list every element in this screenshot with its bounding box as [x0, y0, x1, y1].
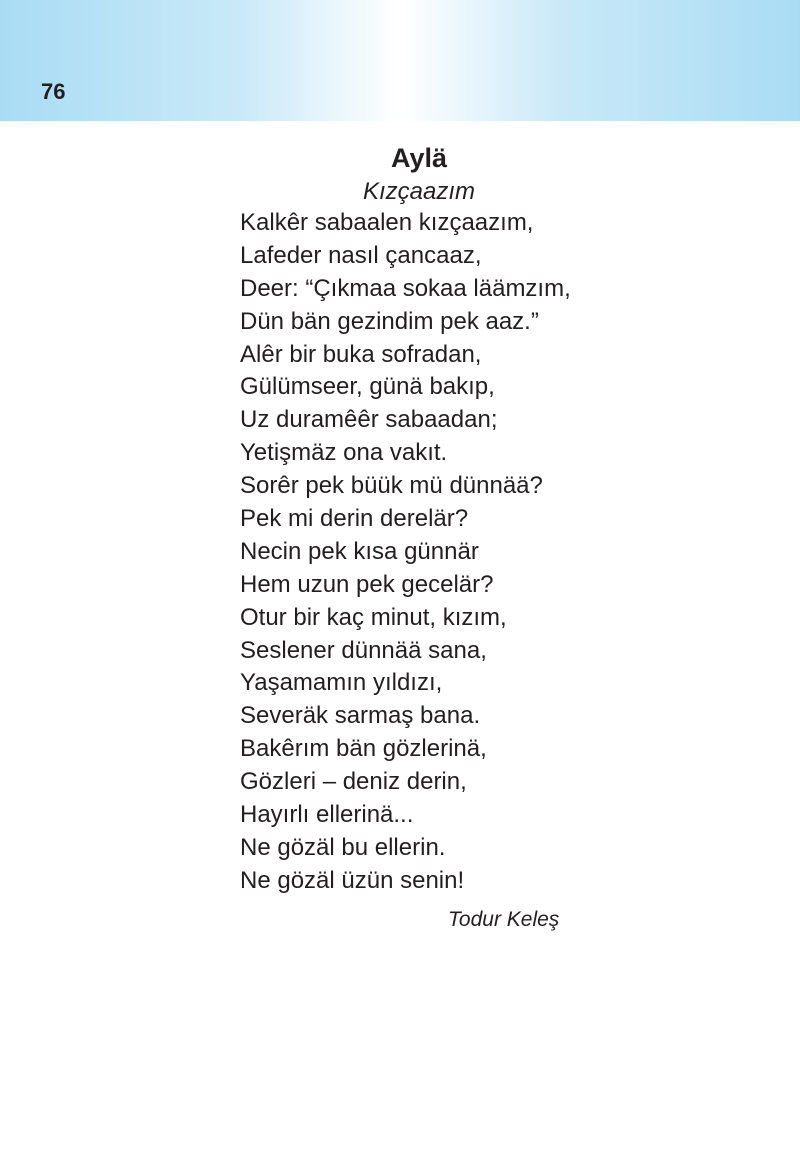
page-number: 76	[41, 79, 66, 104]
poem-line: Pek mi derin derelär?	[240, 505, 469, 533]
poem-line: Otur bir kaç minut, kızım,	[240, 603, 507, 631]
poem-line: Lafeder nasıl çancaaz,	[240, 241, 482, 269]
poem-lines	[240, 207, 571, 898]
poem-line: Kalkêr sabaalen kızçaazım,	[240, 209, 534, 236]
poem-line: Hayırlı ellerinä...	[240, 801, 414, 829]
poem-line: Ne gözäl bu ellerin.	[240, 833, 446, 861]
poem-subtitle: Kızçaazım	[362, 178, 476, 205]
poem-line: Ne gözäl üzün senin!	[240, 866, 465, 894]
poem-author: Todur Keleş	[448, 908, 560, 931]
poem-line: Alêr bir buka sofradan,	[240, 340, 482, 368]
page-header-band	[0, 0, 800, 121]
poem-line: Necin pek kısa günnär	[240, 537, 479, 565]
poem-line: Uz duramêêr sabaadan;	[240, 406, 498, 434]
poem-line: Gülümseer, günä bakıp,	[240, 373, 495, 401]
poem-line: Yetişmäz ona vakıt.	[240, 439, 448, 467]
poem-line: Yaşamamın yıldızı,	[240, 669, 443, 697]
poem-line: Gözleri – deniz derin,	[240, 768, 467, 796]
poem-title: Aylä	[390, 143, 448, 173]
poem-line: Severäk sarmaş bana.	[240, 702, 481, 730]
poem-line: Hem uzun pek gecelär?	[240, 570, 494, 598]
poem-line: Sorêr pek büük mü dünnää?	[240, 472, 543, 500]
poem-line: Bakêrım bän gözlerinä,	[240, 735, 487, 763]
poem-line: Dün bän gezindim pek aaz.”	[240, 307, 539, 335]
poem-line: Seslener dünnää sana,	[240, 636, 487, 664]
poem-line: Deer: “Çıkmaa sokaa läämzım,	[240, 274, 571, 302]
